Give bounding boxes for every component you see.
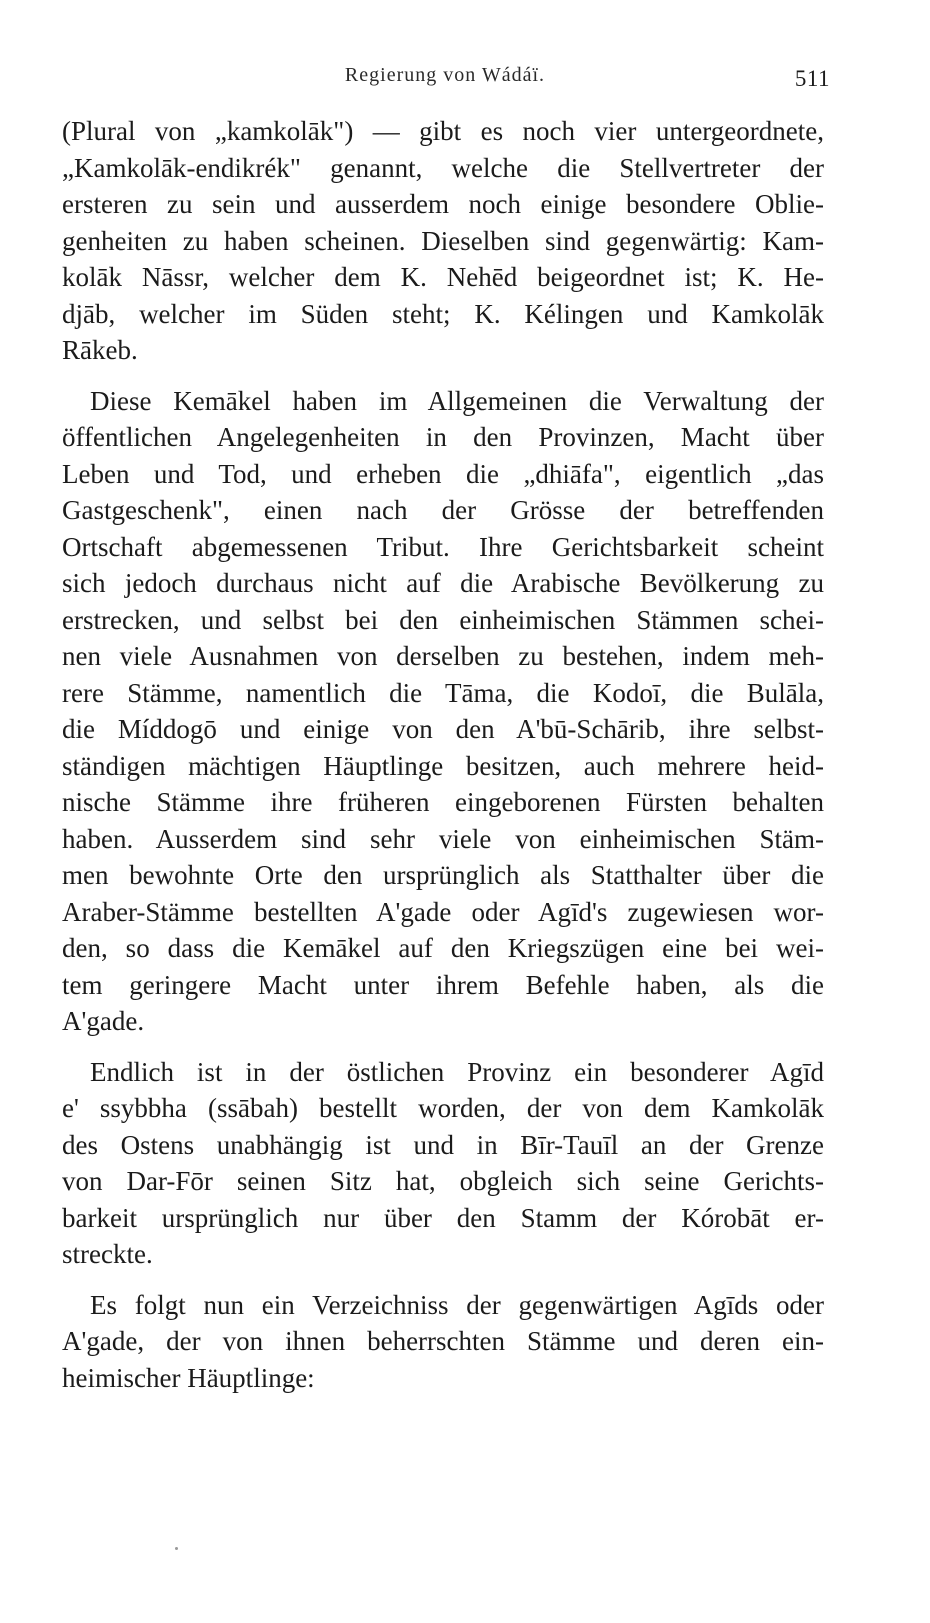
text-line: heimischer Häuptlinge: (62, 1362, 315, 1393)
text-line: A'gade, der von ihnen beherrschten Stämme und deren ein- (62, 1326, 824, 1356)
text-line: Leben und Tod, und erheben die „dhiāfa", eigentlich „das (62, 458, 824, 489)
text-line: e' ssybbha (ssābah) bestellt worden, der von dem Kamkolāk (62, 1093, 824, 1123)
text-line: Es folgt nun ein Verzeichniss der gegenwärtigen Agīds oder (90, 1289, 824, 1320)
running-head (60, 62, 830, 102)
text-line: Araber-Stämme bestellten A'gade oder Agīd's zugewiesen wor- (62, 896, 824, 927)
paragraph-4 (62, 1287, 824, 1397)
page-number: 511 (794, 66, 830, 91)
body-text (62, 113, 824, 1396)
text-line: tem geringere Macht unter ihrem Befehle haben, als die (62, 969, 824, 1000)
text-line: Diese Kemākel haben im Allgemeinen die Verwaltung der (90, 385, 824, 416)
text-line: barkeit ursprünglich nur über den Stamm der Kórobāt er- (62, 1202, 824, 1233)
text-line: nische Stämme ihre früheren eingeborenen Fürsten behalten (62, 787, 824, 817)
text-line: rere Stämme, namentlich die Tāma, die Kodoī, die Bulāla, (62, 677, 824, 708)
text-line: streckte. (62, 1239, 153, 1269)
text-line: djāb, welcher im Süden steht; K. Kélingen und Kamkolāk (62, 298, 824, 329)
text-line: A'gade. (62, 1006, 145, 1036)
text-line: sich jedoch durchaus nicht auf die Arabische Bevölkerung zu (62, 568, 824, 598)
text-line: ständigen mächtigen Häuptlinge besitzen, auch mehrere heid- (62, 750, 824, 781)
paragraph-1 (62, 113, 824, 369)
paragraph-2 (62, 383, 824, 1040)
running-title: Regierung von Wádáï. (344, 64, 546, 86)
text-line: kolāk Nāssr, welcher dem K. Nehēd beigeordnet ist; K. He- (62, 262, 824, 292)
text-line: (Plural von „kamkolāk") — gibt es noch vier untergeordnete, (62, 116, 824, 146)
text-line: Ortschaft abgemessenen Tribut. Ihre Gerichtsbarkeit scheint (62, 531, 824, 562)
paper-speck (175, 1547, 178, 1550)
text-line: von Dar-Fōr seinen Sitz hat, obgleich sich seine Gerichts- (62, 1166, 824, 1196)
text-line: den, so dass die Kemākel auf den Kriegszügen eine bei wei- (62, 933, 824, 963)
text-line: Gastgeschenk", einen nach der Grösse der betreffenden (62, 495, 824, 525)
paragraph-gap (62, 369, 824, 383)
text-line: Endlich ist in der östlichen Provinz ein besonderer Agīd (90, 1056, 824, 1087)
text-line: „Kamkolāk-endikrék" genannt, welche die Stellvertreter der (62, 152, 824, 183)
paragraph-gap (62, 1040, 824, 1054)
text-line: erstrecken, und selbst bei den einheimischen Stämmen schei- (62, 604, 824, 635)
text-line: Rākeb. (62, 335, 138, 365)
text-line: öffentlichen Angelegenheiten in den Provinzen, Macht über (62, 422, 824, 452)
text-line: nen viele Ausnahmen von derselben zu bestehen, indem meh- (62, 641, 824, 671)
text-line: des Ostens unabhängig ist und in Bīr-Tauīl an der Grenze (62, 1129, 824, 1160)
text-line: ersteren zu sein und ausserdem noch einige besondere Oblie- (62, 189, 824, 219)
text-line: die Míddogō und einige von den A'bū-Schārib, ihre selbst- (62, 714, 824, 744)
text-line: genheiten zu haben scheinen. Dieselben sind gegenwärtig: Kam- (62, 225, 824, 256)
paragraph-gap (62, 1273, 824, 1287)
text-line: men bewohnte Orte den ursprünglich als Statthalter über die (62, 860, 824, 890)
paragraph-3 (62, 1054, 824, 1273)
text-line: haben. Ausserdem sind sehr viele von einheimischen Stäm- (62, 823, 824, 854)
